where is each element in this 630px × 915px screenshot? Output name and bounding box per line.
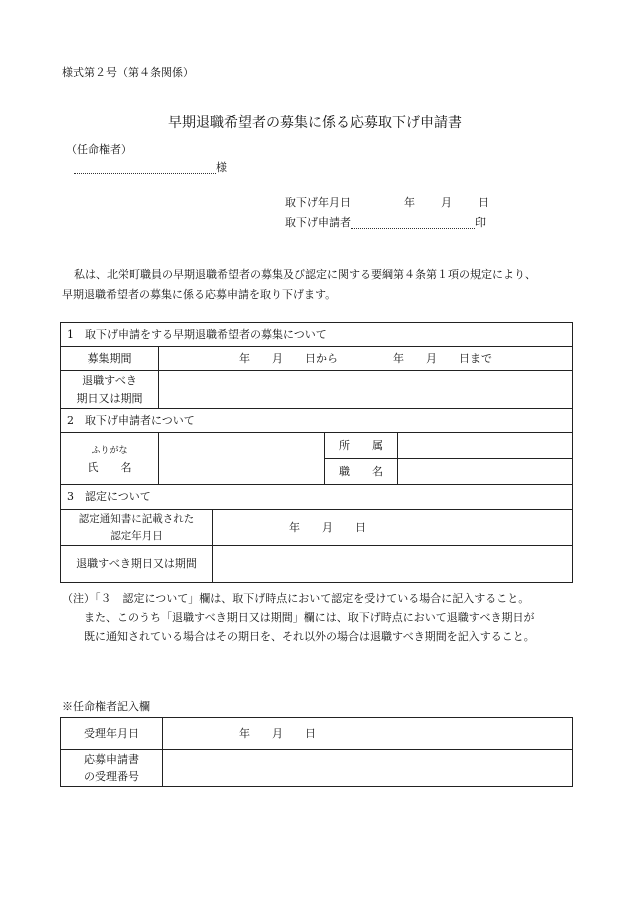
withdrawal-date-label: 取下げ年月日 xyxy=(285,196,351,209)
recruitment-period-field[interactable]: 年 月 日から 年 月 日まで xyxy=(159,347,573,371)
body-text-line-1: 私は、北栄町職員の早期退職希望者の募集及び認定に関する要綱第４条第１項の規定により、 xyxy=(74,268,536,281)
body-text-line-2: 早期退職希望者の募集に係る応募申請を取り下げます。 xyxy=(62,288,337,301)
appointer-name-field[interactable] xyxy=(74,160,216,174)
retire-period-field[interactable] xyxy=(213,546,573,583)
name-label-text: 氏 名 xyxy=(87,460,132,474)
appointer-label: （任命権者） xyxy=(66,143,132,156)
retire-date-label xyxy=(61,371,159,409)
applicant-label: 取下げ申請者 xyxy=(285,215,351,229)
name-field[interactable] xyxy=(159,433,325,485)
department-field[interactable] xyxy=(398,433,573,459)
receipt-number-field[interactable] xyxy=(163,750,573,787)
receipt-date-label: 受理年月日 xyxy=(61,718,163,750)
withdrawal-month-unit: 月 xyxy=(441,196,452,209)
page-title: 早期退職希望者の募集に係る応募取下げ申請書 xyxy=(168,115,462,131)
retire-date-field[interactable] xyxy=(159,371,573,409)
section1-heading: 1 取下げ申請をする早期退職希望者の募集について xyxy=(61,323,573,347)
receipt-number-label xyxy=(61,750,163,787)
appointer-suffix: 様 xyxy=(216,160,227,174)
retire-date-label-1: 退職すべき xyxy=(82,374,137,388)
cert-date-field[interactable]: 年 月 日 xyxy=(213,510,573,546)
withdrawal-year-unit: 年 xyxy=(404,196,415,209)
position-field[interactable] xyxy=(398,459,573,485)
note-line-2: また、このうち「退職すべき期日又は期間」欄には、取下げ時点において退職すべき期日が xyxy=(84,611,535,624)
cert-date-label-1: 認定通知書に記載された xyxy=(78,513,195,526)
receipt-date-field[interactable]: 年 月 日 xyxy=(163,718,573,750)
withdrawal-day-unit: 日 xyxy=(478,196,489,209)
cert-date-label xyxy=(61,510,213,546)
section3-heading: 3 認定について xyxy=(61,485,573,510)
recruitment-period-label: 募集期間 xyxy=(61,347,159,371)
applicant-line xyxy=(285,215,486,229)
appointer-table xyxy=(60,717,573,787)
position-label: 職 名 xyxy=(325,459,398,485)
department-label: 所 属 xyxy=(325,433,398,459)
seal-mark: 印 xyxy=(475,215,486,229)
name-label xyxy=(61,433,159,485)
appointer-section-heading: ※任命権者記入欄 xyxy=(62,700,150,713)
section2-heading: 2 取下げ申請者について xyxy=(61,409,573,433)
retire-date-label-2: 期日又は期間 xyxy=(76,391,143,405)
note-line-1: （注）「３ 認定について」欄は、取下げ時点において認定を受けている場合に記入すること。 xyxy=(62,592,530,605)
cert-date-label-2: 認定年月日 xyxy=(110,529,163,542)
retire-period-label: 退職すべき期日又は期間 xyxy=(61,546,213,583)
furigana-label: ふりがな xyxy=(91,446,128,456)
form-number: 様式第２号（第４条関係） xyxy=(62,66,194,79)
appointer-line xyxy=(74,160,227,174)
receipt-number-label-1: 応募申請書 xyxy=(84,752,139,766)
receipt-number-label-2: の受理番号 xyxy=(84,770,139,783)
applicant-name-field[interactable] xyxy=(351,215,475,229)
main-form-table xyxy=(60,322,573,583)
note-line-3: 既に通知されている場合はその期日を、それ以外の場合は退職すべき期間を記入すること。 xyxy=(84,630,535,643)
